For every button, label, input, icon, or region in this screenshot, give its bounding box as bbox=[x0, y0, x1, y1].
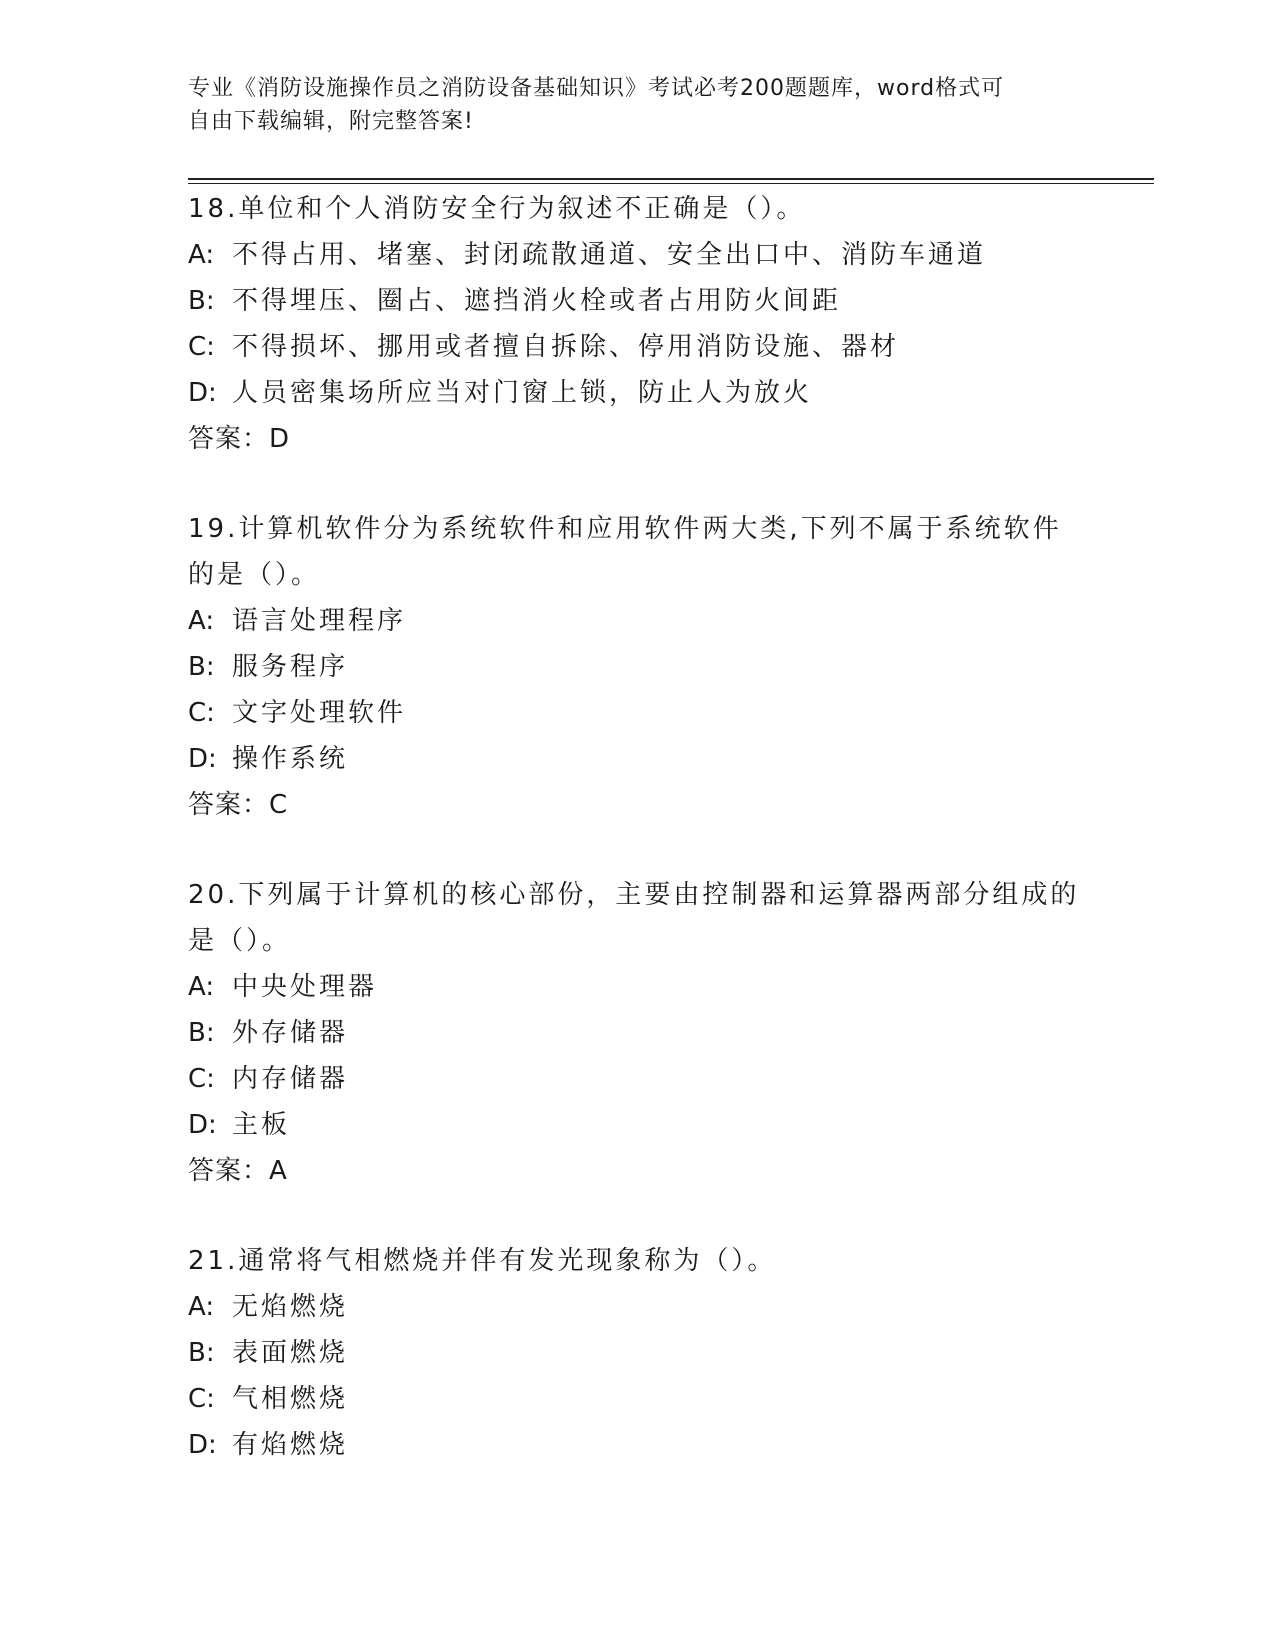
question-text-line-1: 19.计算机软件分为系统软件和应用软件两大类,下列不属于系统软件 bbox=[188, 514, 1062, 544]
option-label: C: bbox=[188, 1384, 215, 1414]
option-text: 不得占用、堵塞、封闭疏散通道、安全出口中、消防车通道 bbox=[232, 240, 987, 270]
option-b bbox=[188, 644, 1088, 690]
header-divider-thick bbox=[188, 178, 1154, 180]
question-text-line-2: 是（）。 bbox=[188, 926, 292, 956]
option-c bbox=[188, 1056, 1088, 1102]
question-text: 18.单位和个人消防安全行为叙述不正确是（）。 bbox=[188, 194, 806, 224]
option-label: A: bbox=[188, 606, 215, 636]
question-text-line-2: 的是（）。 bbox=[188, 560, 321, 590]
option-d bbox=[188, 736, 1088, 782]
option-text: 不得埋压、圈占、遮挡消火栓或者占用防火间距 bbox=[232, 286, 842, 316]
option-label: C: bbox=[188, 698, 215, 728]
header-line-1: 专业《消防设施操作员之消防设备基础知识》考试必考200题题库，word格式可 bbox=[188, 76, 1005, 101]
option-text: 无焰燃烧 bbox=[232, 1292, 349, 1322]
option-label: D: bbox=[188, 378, 217, 408]
option-label: B: bbox=[188, 652, 215, 682]
answer-text: 答案：A bbox=[188, 1156, 288, 1186]
option-b bbox=[188, 278, 1088, 324]
option-label: D: bbox=[188, 744, 217, 774]
answer-text: 答案：C bbox=[188, 790, 289, 820]
option-text: 不得损坏、挪用或者擅自拆除、停用消防设施、器材 bbox=[232, 332, 900, 362]
answer-text: 答案：D bbox=[188, 424, 291, 454]
question-text: 21.通常将气相燃烧并伴有发光现象称为（）。 bbox=[188, 1246, 777, 1276]
option-c bbox=[188, 324, 1088, 370]
option-text: 语言处理程序 bbox=[232, 606, 407, 636]
option-d bbox=[188, 1102, 1088, 1148]
option-text: 操作系统 bbox=[232, 744, 349, 774]
option-a bbox=[188, 964, 1088, 1010]
option-a bbox=[188, 598, 1088, 644]
option-label: D: bbox=[188, 1430, 217, 1460]
document-header bbox=[188, 72, 1068, 138]
option-label: A: bbox=[188, 1292, 215, 1322]
option-b bbox=[188, 1010, 1088, 1056]
header-divider-thin bbox=[188, 183, 1154, 184]
option-label: A: bbox=[188, 972, 215, 1002]
header-line-2: 自由下载编辑，附完整答案! bbox=[188, 109, 474, 134]
option-d bbox=[188, 1422, 1088, 1468]
option-d bbox=[188, 370, 1088, 416]
question-20 bbox=[188, 872, 1088, 1194]
option-a bbox=[188, 1284, 1088, 1330]
option-label: B: bbox=[188, 1338, 215, 1368]
option-text: 主板 bbox=[232, 1110, 291, 1140]
option-label: B: bbox=[188, 1018, 215, 1048]
option-c bbox=[188, 1376, 1088, 1422]
question-18 bbox=[188, 186, 1088, 462]
option-a bbox=[188, 232, 1088, 278]
option-text: 外存储器 bbox=[232, 1018, 349, 1048]
option-text: 内存储器 bbox=[232, 1064, 349, 1094]
option-label: C: bbox=[188, 1064, 215, 1094]
option-text: 气相燃烧 bbox=[232, 1384, 349, 1414]
question-list bbox=[188, 186, 1088, 1512]
option-text: 人员密集场所应当对门窗上锁，防止人为放火 bbox=[232, 378, 813, 408]
option-b bbox=[188, 1330, 1088, 1376]
option-label: A: bbox=[188, 240, 215, 270]
option-text: 有焰燃烧 bbox=[232, 1430, 349, 1460]
option-c bbox=[188, 690, 1088, 736]
option-text: 表面燃烧 bbox=[232, 1338, 349, 1368]
option-label: D: bbox=[188, 1110, 217, 1140]
option-text: 中央处理器 bbox=[232, 972, 378, 1002]
question-19 bbox=[188, 506, 1088, 828]
option-label: C: bbox=[188, 332, 215, 362]
question-21 bbox=[188, 1238, 1088, 1468]
option-label: B: bbox=[188, 286, 215, 316]
option-text: 文字处理软件 bbox=[232, 698, 407, 728]
option-text: 服务程序 bbox=[232, 652, 349, 682]
question-text-line-1: 20.下列属于计算机的核心部份，主要由控制器和运算器两部分组成的 bbox=[188, 880, 1080, 910]
